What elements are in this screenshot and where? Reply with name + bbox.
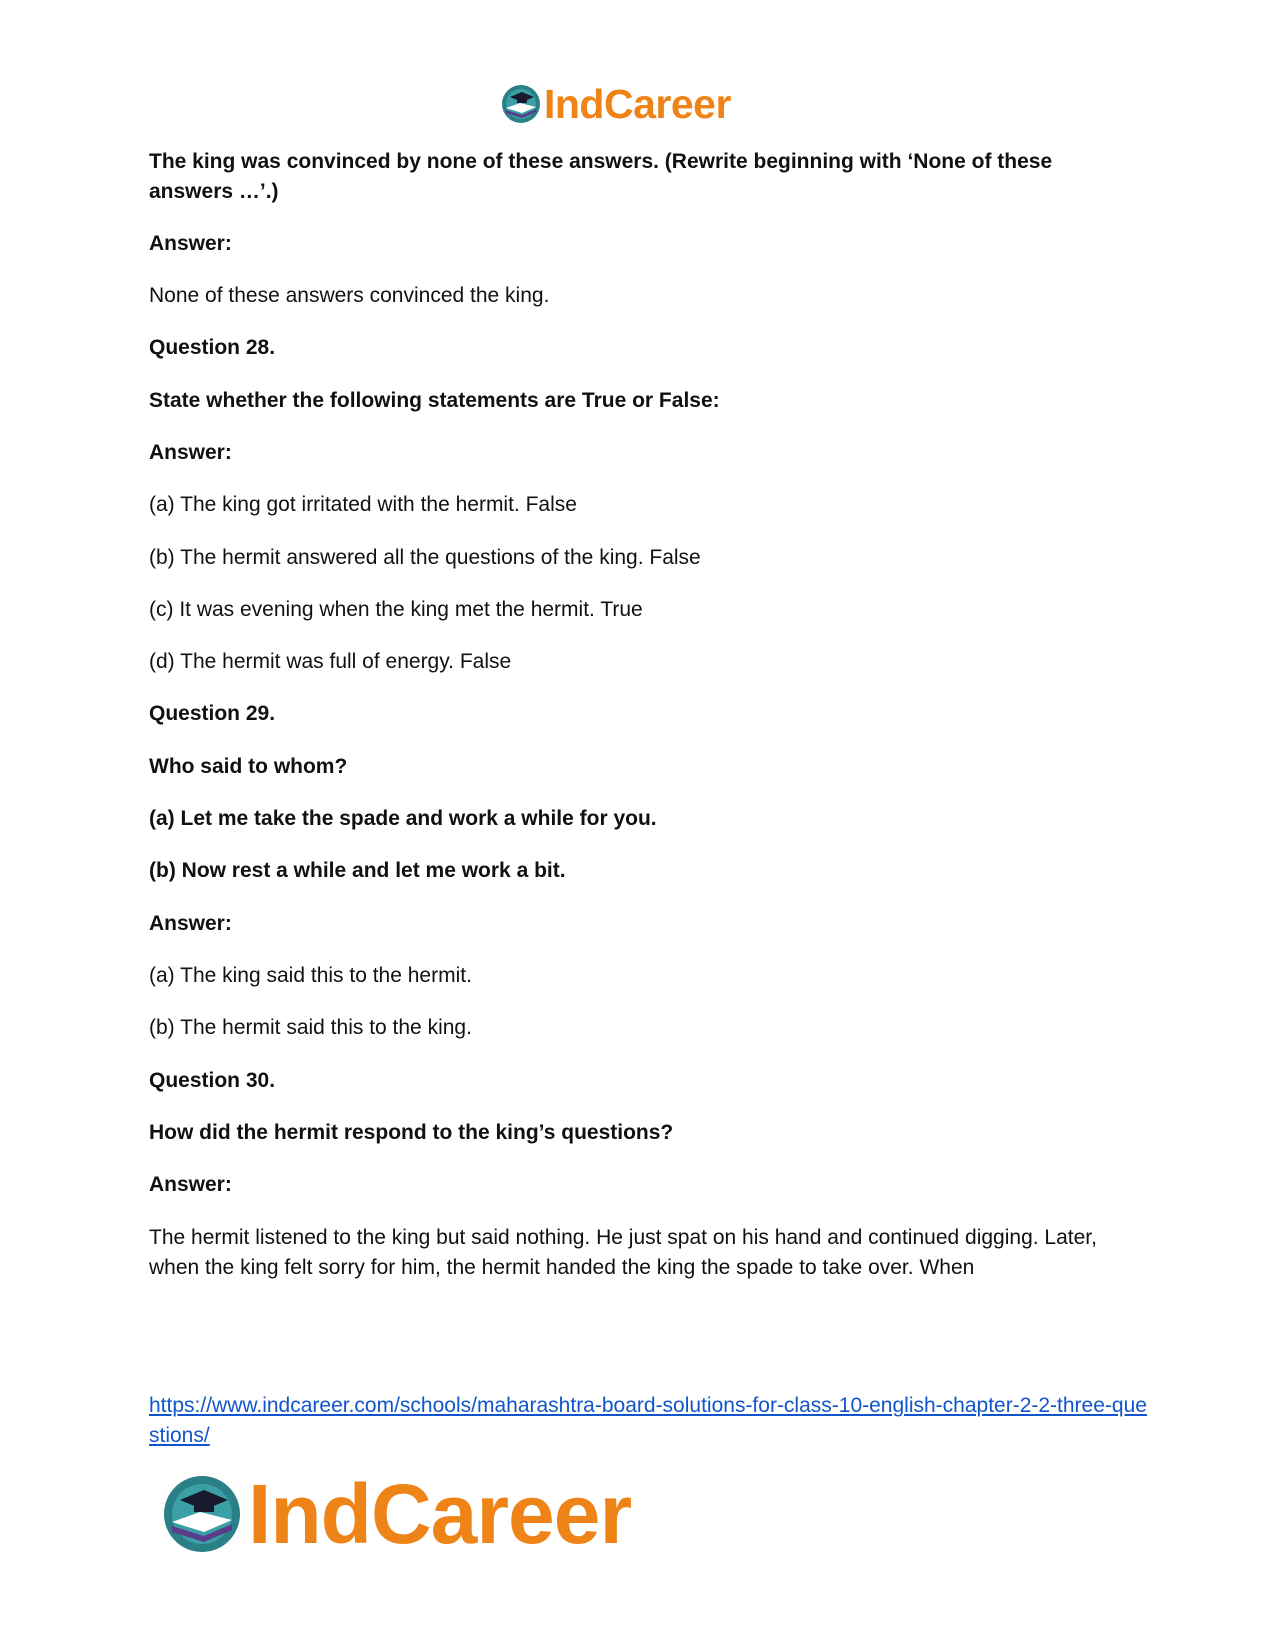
question-text: Who said to whom? xyxy=(149,755,348,778)
source-link-block xyxy=(149,1391,1149,1451)
question-text: How did the hermit respond to the king’s questions? xyxy=(149,1121,674,1144)
brand-name: IndCareer xyxy=(544,80,731,127)
answer-item: (b) The hermit answered all the questions of the king. False xyxy=(149,546,701,569)
answer-label: Answer: xyxy=(149,441,232,464)
answer-item: (a) The king got irritated with the hermit. False xyxy=(149,493,577,516)
answer-label: Answer: xyxy=(149,912,232,935)
answer-item: (a) The king said this to the hermit. xyxy=(149,964,472,987)
graduation-book-icon xyxy=(500,83,542,125)
question-heading: Question 30. xyxy=(149,1069,276,1092)
question-part: (a) Let me take the spade and work a while for you. xyxy=(149,807,657,830)
main-content xyxy=(149,147,1139,1283)
answer-text: None of these answers convinced the king. xyxy=(149,284,550,307)
footer-logo xyxy=(160,1468,700,1560)
question-part: (b) Now rest a while and let me work a bit. xyxy=(149,859,566,882)
question-heading: Question 29. xyxy=(149,702,276,725)
intro-question: The king was convinced by none of these answers. (Rewrite beginning with ‘None of these answers …’.) xyxy=(149,150,1053,203)
answer-label: Answer: xyxy=(149,1173,232,1196)
answer-paragraph: The hermit listened to the king but said nothing. He just spat on his hand and continued digging. Later, when the king felt sorry for him, the hermit handed the king the spade to take over. When xyxy=(149,1226,1097,1279)
graduation-book-icon xyxy=(160,1472,244,1556)
answer-label: Answer: xyxy=(149,232,232,255)
source-link[interactable]: https://www.indcareer.com/schools/maharashtra-board-solutions-for-class-10-english-chapter-2-2-three-questions/ xyxy=(149,1394,1147,1447)
question-text: State whether the following statements are True or False: xyxy=(149,389,720,412)
answer-item: (d) The hermit was full of energy. False xyxy=(149,650,512,673)
answer-item: (b) The hermit said this to the king. xyxy=(149,1016,472,1039)
question-heading: Question 28. xyxy=(149,336,276,359)
brand-name: IndCareer xyxy=(248,1467,632,1561)
answer-item: (c) It was evening when the king met the hermit. True xyxy=(149,598,643,621)
header-logo xyxy=(500,80,780,128)
